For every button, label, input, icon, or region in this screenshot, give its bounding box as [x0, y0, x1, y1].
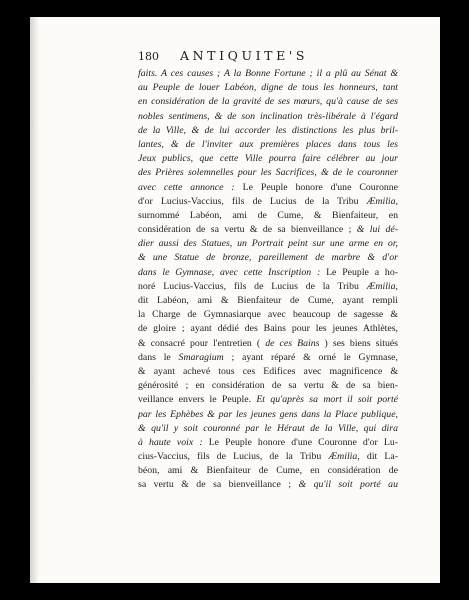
body-text — [138, 67, 398, 493]
italic-text: Et qu'après sa mort il soit porté — [256, 394, 398, 406]
text-line — [138, 280, 398, 294]
italic-text: nobles sentimens, & de son inclination très-libérale à l'égard — [138, 110, 398, 122]
text-line — [138, 450, 398, 464]
page-header — [138, 48, 398, 66]
text-line — [138, 67, 398, 81]
roman-text: Le Peuple honore d'une Couronne — [242, 181, 398, 193]
roman-text: dans le — [138, 351, 179, 363]
italic-text: faits. A ces causes ; A la Bonne Fortune ; il a plû au Sénat & — [138, 68, 398, 79]
text-line — [138, 166, 398, 180]
italic-text: à haute voix : — [138, 436, 209, 448]
text-line — [138, 237, 398, 251]
text-line — [138, 195, 398, 209]
roman-text: sa vertu & de sa bienveillance ; — [138, 479, 299, 491]
italic-text: Smaragium — [178, 351, 224, 363]
text-line — [138, 337, 398, 351]
italic-text: au Peuple de louer Labéon, digne de tous les honneurs, tant — [138, 82, 398, 94]
roman-text: dit Labéon, ami & Bienfaiteur de Cume, ayant rempli — [138, 295, 398, 306]
italic-text: Æmilia, — [366, 280, 398, 292]
text-line — [138, 478, 398, 492]
text-line — [138, 294, 398, 308]
text-line — [138, 138, 398, 152]
italic-text: & qu'il y soit couronné par le Héraut de la Ville, qui dira — [138, 422, 398, 434]
roman-text: veillance envers le Peuple. — [138, 394, 257, 406]
roman-text: ) ses biens situés — [319, 337, 398, 349]
page-gutter-shadow — [30, 17, 39, 583]
italic-text: de la Ville, & de lui accorder les distinctions les plus bril- — [138, 124, 398, 136]
roman-text: de gloire ; ayant dédié des Bains pour les jeunes Athlètes, — [138, 323, 398, 335]
text-line — [138, 95, 398, 109]
italic-text: Jeux publics, que cette Ville pourra faire célébrer au jour — [138, 153, 398, 165]
italic-text: & une Statue de bronze, pareillement de marbre & d'or — [138, 252, 398, 264]
text-line — [138, 422, 398, 436]
text-line — [138, 152, 398, 166]
italic-text: par les Ephèbes & par les jeunes gens dans la Place publique, — [138, 408, 398, 420]
roman-text: & consacré pour l'entretien ( — [138, 337, 266, 349]
text-line — [138, 266, 398, 280]
text-line — [138, 393, 398, 407]
roman-text: dit La- — [359, 451, 398, 463]
italic-text: dier aussi des Statues, un Portrait peint sur une arme en or, — [138, 238, 398, 250]
roman-text: la Charge de Gymnasiarque avec beaucoup de sagesse & — [138, 309, 398, 321]
italic-text: des Prières solemnelles pour les Sacrifices, & de le couronner — [138, 167, 398, 179]
italic-text: avec cette annonce : — [138, 181, 243, 193]
italic-text: en considération de la gravité de ses mœurs, qu'à cause de ses — [138, 96, 398, 108]
italic-text: Æmilia, — [366, 195, 398, 207]
roman-text: noré Lucius-Vaccius, fils de Lucius de la Tribu — [138, 280, 367, 292]
text-line — [138, 181, 398, 195]
text-line — [138, 81, 398, 95]
roman-text: cius-Vaccius, fils de Lucius, de la Tribu — [138, 451, 329, 463]
text-line — [138, 436, 398, 450]
text-line — [138, 322, 398, 336]
roman-text: Le Peuple a ho- — [326, 266, 398, 278]
italic-text: lantes, & de l'inviter aux premières places dans tous les — [138, 138, 398, 150]
italic-text: & qu'il soit porté au — [298, 479, 398, 491]
text-line — [138, 464, 398, 478]
text-line — [138, 251, 398, 265]
roman-text: & ayant achevé tous ces Edifices avec magnificence & — [138, 365, 398, 377]
text-line — [138, 124, 398, 138]
text-line — [138, 223, 398, 237]
text-line — [138, 308, 398, 322]
text-line — [138, 365, 398, 379]
roman-text: béon, ami & Bienfaiteur de Cume, en considération de — [138, 465, 398, 477]
text-line — [138, 408, 398, 422]
text-line — [138, 351, 398, 365]
italic-text: & lui dé- — [356, 224, 398, 236]
text-line — [138, 110, 398, 124]
roman-text: d'or Lucius-Vaccius, fils de Lucius de la Tribu — [138, 195, 367, 207]
text-line — [138, 379, 398, 393]
italic-text: Æmilia, — [328, 451, 360, 463]
italic-text: dans le Gymnase, avec cette Inscription : — [138, 266, 327, 278]
text-line — [138, 209, 398, 223]
roman-text: Le Peuple honore d'une Couronne d'or Lu- — [208, 436, 398, 448]
roman-text: surnommé Labéon, ami de Cume, & Bienfaiteur, en — [138, 209, 398, 221]
roman-text: considération de sa vertu & de sa bienveillance ; — [138, 224, 357, 236]
running-title: ANTIQUITE'S — [180, 48, 309, 63]
roman-text: ; ayant réparé & orné le Gymnase, — [223, 351, 398, 363]
italic-text: de ces Bains — [265, 337, 320, 349]
page-number: 180 — [138, 50, 159, 63]
roman-text: générosité ; en considération de sa vertu & de sa bien- — [138, 380, 398, 392]
